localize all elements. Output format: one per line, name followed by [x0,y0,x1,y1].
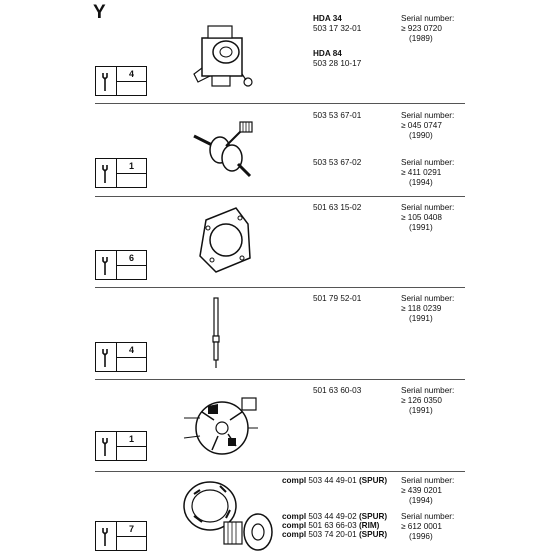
model-name: HDA 34 [313,14,342,23]
part-number: 503 53 67-02 [313,158,362,167]
serial-year: (1996) [409,532,433,541]
crankshaft-icon [190,118,262,186]
row-separator [95,379,465,380]
part-number: 503 17 32-01 [313,24,362,33]
serial-year: (1991) [409,223,433,232]
part-number: 501 63 15-02 [313,203,362,212]
serial-label: Serial number: [401,386,455,395]
part-line: compl 503 44 49-02 (SPUR) [282,512,388,521]
quantity-box [95,431,147,461]
serial-number: ≥ 923 0720 [401,24,442,33]
serial-label: Serial number: [401,158,455,167]
part-number: 503 28 10-17 [313,59,362,68]
serial-label: Serial number: [401,476,455,485]
serial-label: Serial number: [401,14,455,23]
wrench-icon [101,348,111,368]
serial-year: (1994) [409,178,433,187]
quantity-value: 1 [117,159,146,174]
row-separator [95,287,465,288]
serial-label: Serial number: [401,203,455,212]
part-number: 501 63 60-03 [313,386,362,395]
quantity-box [95,250,147,280]
wrench-icon [101,527,111,547]
serial-number: ≥ 105 0408 [401,213,442,222]
serial-number: ≥ 439 0201 [401,486,442,495]
serial-label: Serial number: [401,294,455,303]
quantity-value: 6 [117,251,146,266]
wrench-icon [101,164,111,184]
carburetor-icon [188,18,260,98]
serial-year: (1991) [409,314,433,323]
section-letter: Y [93,2,106,23]
part-number: 503 53 67-01 [313,111,362,120]
quantity-box [95,66,147,96]
quantity-box [95,521,147,551]
row-separator [95,471,465,472]
row-separator [95,103,465,104]
quantity-value: 1 [117,432,146,447]
serial-year: (1991) [409,406,433,415]
part-number: 501 79 52-01 [313,294,362,303]
model-name: HDA 84 [313,49,342,58]
serial-number: ≥ 612 0001 [401,522,442,531]
quantity-value: 4 [117,67,146,82]
serial-year: (1989) [409,34,433,43]
quantity-value: 7 [117,522,146,537]
serial-year: (1990) [409,131,433,140]
row-separator [95,196,465,197]
wrench-icon [101,437,111,457]
serial-label: Serial number: [401,111,455,120]
rod-icon [208,296,224,370]
serial-number: ≥ 411 0291 [401,168,442,177]
serial-number: ≥ 118 0239 [401,304,442,313]
clutch-icon [178,388,268,468]
sprocket-icon [180,476,276,556]
quantity-box [95,158,147,188]
serial-number: ≥ 045 0747 [401,121,442,130]
wrench-icon [101,72,111,92]
serial-year: (1994) [409,496,433,505]
part-line: compl 503 74 20-01 (SPUR) [282,530,388,539]
serial-number: ≥ 126 0350 [401,396,442,405]
part-line: compl 501 63 66-03 (RIM) [282,521,380,530]
part-line: compl 503 44 49-01 (SPUR) [282,476,388,485]
wrench-icon [101,256,111,276]
serial-label: Serial number: [401,512,455,521]
gasket-icon [192,204,256,276]
quantity-value: 4 [117,343,146,358]
quantity-box [95,342,147,372]
